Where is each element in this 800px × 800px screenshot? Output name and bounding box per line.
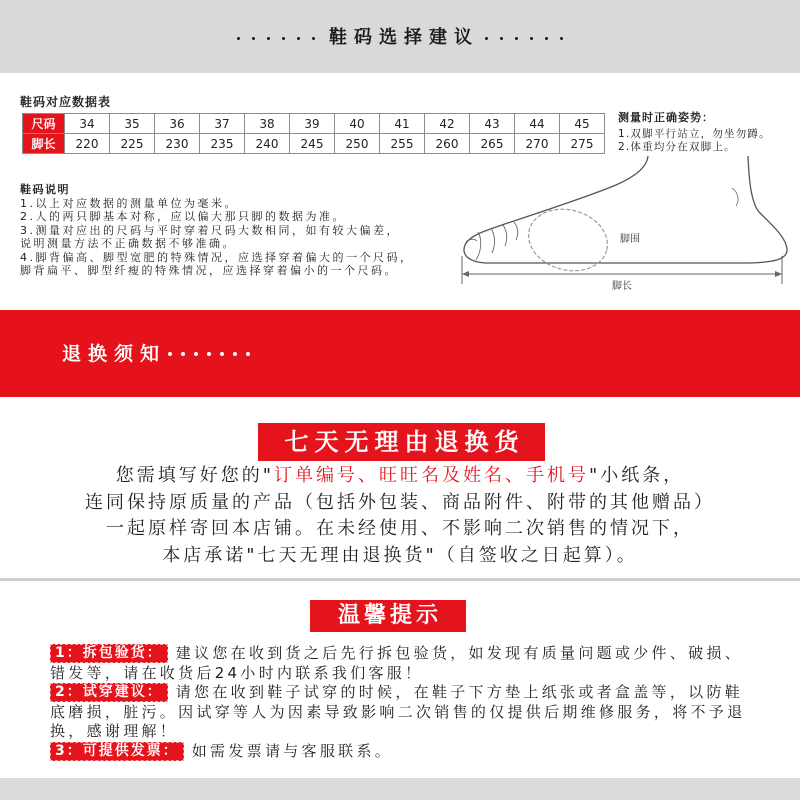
length-label: 脚长 [612, 281, 632, 292]
size-cell: 38 [245, 114, 290, 134]
tip-text-continued: 错发等，请在收货后24小时内联系我们客服！ [50, 663, 424, 682]
returns-policy-section [0, 397, 800, 578]
foot-length-cell: 275 [560, 134, 605, 154]
tip-item [50, 644, 745, 664]
foot-length-cell: 260 [425, 134, 470, 154]
returns-text [0, 463, 800, 569]
size-table-title: 鞋码对应数据表 [20, 95, 112, 109]
foot-length-cell: 250 [335, 134, 380, 154]
decorative-dots [168, 342, 250, 366]
foot-length-row-header: 脚长 [23, 134, 65, 154]
posture-title: 测量时正确姿势： [618, 111, 714, 124]
returns-highlight: 订单编号、旺旺名及姓名、手机号 [274, 465, 589, 486]
tip-text-continued: 换，感谢理解！ [50, 722, 179, 741]
size-cell: 45 [560, 114, 605, 134]
size-notes-title: 鞋码说明 [20, 183, 70, 196]
dot [282, 37, 285, 40]
tip-text: 如需发票请与客服联系。 [191, 741, 394, 760]
size-note-line: 3.测量对应出的尺码与平时穿着尺码大数相同，如有较大偏差， [20, 223, 400, 237]
size-table [22, 113, 605, 154]
dot [560, 37, 563, 40]
returns-band-row [62, 341, 250, 367]
ankle-line [732, 188, 738, 206]
length-dimension-line [462, 256, 782, 284]
tip-item [50, 683, 745, 703]
posture-item: 2.体重均分在双脚上。 [618, 141, 736, 153]
size-cell: 40 [335, 114, 380, 134]
foot-outline [464, 156, 787, 263]
dot [194, 352, 198, 356]
dot [267, 37, 270, 40]
page-title: 鞋码选择建议 [329, 27, 479, 48]
size-cell: 36 [155, 114, 200, 134]
dot [515, 37, 518, 40]
foot-length-cell: 240 [245, 134, 290, 154]
foot-length-cell: 255 [380, 134, 425, 154]
decorative-dots-left [237, 26, 315, 50]
tip-text: 请您在收到鞋子试穿的时候，在鞋子下方垫上纸张或者盒盖等，以防鞋 [175, 683, 744, 702]
dot [485, 37, 488, 40]
foot-measurement-diagram [440, 150, 790, 295]
tip-text: 建议您在收到货之后先行拆包验货，如发现有质量问题或少件、破损、 [175, 644, 744, 662]
foot-length-cell: 245 [290, 134, 335, 154]
tips-list [50, 644, 745, 762]
size-note-line: 脚背扁平、脚型纤瘦的特殊情况，应选择穿着偏小的一个尺码。 [20, 264, 398, 278]
size-cell: 44 [515, 114, 560, 134]
size-cell: 35 [110, 114, 155, 134]
foot-length-cell: 235 [200, 134, 245, 154]
returns-banner: 七天无理由退换货 [258, 423, 545, 461]
returns-line-start: 您需填写好您的" [115, 465, 274, 486]
dot [545, 37, 548, 40]
dot [168, 352, 172, 356]
size-cell: 43 [470, 114, 515, 134]
measuring-posture [618, 111, 771, 154]
size-row-header: 尺码 [23, 114, 65, 134]
size-note-line: 1.以上对应数据的测量单位为毫米。 [20, 197, 238, 210]
size-notes [20, 183, 414, 277]
returns-line: 一起原样寄回本店铺。在未经使用、不影响二次销售的情况下， [106, 518, 694, 539]
size-note-line: 说明测量方法不正确数据不够准确。 [20, 237, 236, 251]
tip-label: 2：试穿建议： [50, 683, 168, 702]
posture-item: 1.双脚平行站立，勿坐勿蹲。 [618, 128, 771, 140]
dot [530, 37, 533, 40]
returns-line: 连同保持原质量的产品（包括外包装、商品附件、附带的其他赠品） [85, 491, 715, 513]
dot [181, 352, 185, 356]
tip-label: 1：拆包验货： [50, 644, 168, 663]
returns-line-end: "小纸条， [589, 465, 685, 486]
header-title-row [0, 26, 800, 50]
dot [312, 37, 315, 40]
size-cell: 39 [290, 114, 335, 134]
foot-length-cell: 270 [515, 134, 560, 154]
tip-text-continued: 底磨损，脏污。因试穿等人为因素导致影响二次销售的仅提供后期维修服务，将不予退 [50, 702, 746, 721]
returns-line: 本店承诺"七天无理由退换货"（自签收之日起算）。 [162, 544, 638, 566]
size-note-line: 4.脚背偏高、脚型宽肥的特殊情况，应选择穿着偏大的一个尺码， [20, 250, 414, 264]
size-cell: 41 [380, 114, 425, 134]
bottom-band [0, 778, 800, 800]
foot-length-cell: 265 [470, 134, 515, 154]
size-row [23, 114, 605, 134]
size-guide-section [0, 73, 800, 310]
girth-tape [522, 201, 615, 280]
dot [233, 352, 237, 356]
tip-item [50, 742, 745, 762]
foot-length-cell: 220 [65, 134, 110, 154]
size-note-line: 2.人的两只脚基本对称，应以偏大那只脚的数据为准。 [20, 210, 346, 224]
foot-length-cell: 230 [155, 134, 200, 154]
returns-line [0, 463, 800, 490]
tips-banner: 温馨提示 [310, 600, 466, 632]
dot [500, 37, 503, 40]
size-cell: 34 [65, 114, 110, 134]
dot [237, 37, 240, 40]
dot [207, 352, 211, 356]
tips-section [0, 581, 800, 778]
dot [252, 37, 255, 40]
returns-band [0, 310, 800, 397]
dot [220, 352, 224, 356]
toe-lines [466, 222, 518, 260]
tip-label: 3：可提供发票： [50, 742, 184, 761]
size-cell: 37 [200, 114, 245, 134]
dot [297, 37, 300, 40]
dot [246, 352, 250, 356]
size-cell: 42 [425, 114, 470, 134]
returns-band-title: 退换须知 [62, 343, 167, 365]
girth-label: 脚围 [620, 234, 640, 245]
header-band [0, 0, 800, 73]
decorative-dots-right [485, 26, 563, 50]
foot-length-cell: 225 [110, 134, 155, 154]
